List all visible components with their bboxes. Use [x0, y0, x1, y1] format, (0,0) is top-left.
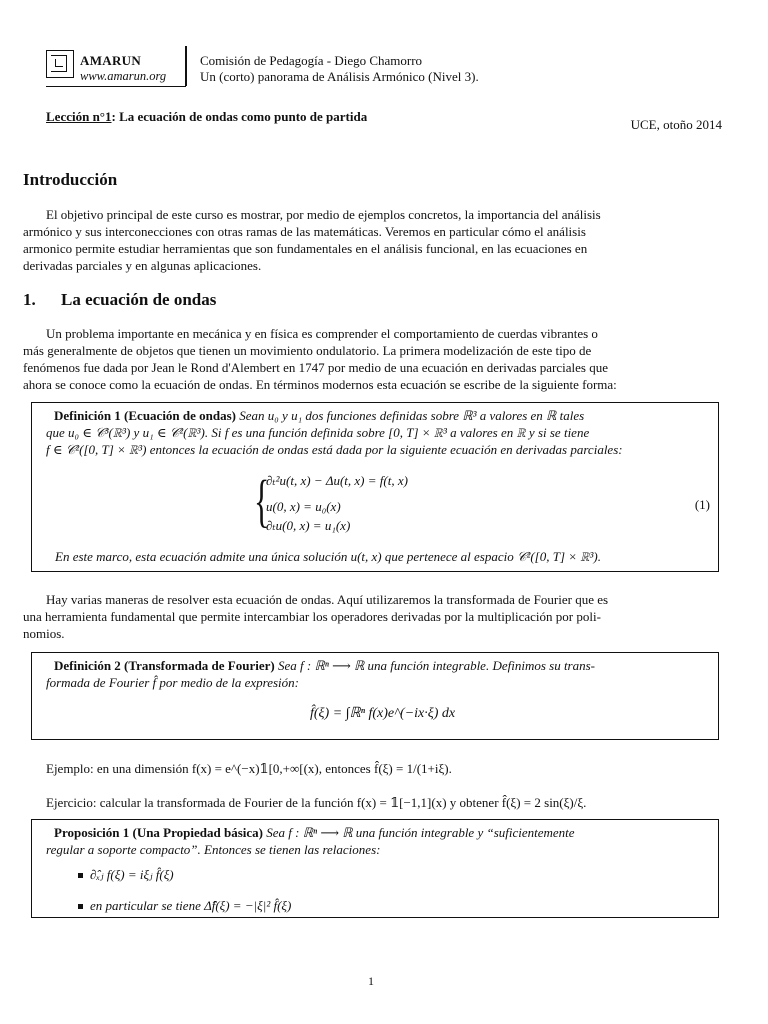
header-rule [46, 86, 186, 87]
definition-1-title: Definición 1 (Ecuación de ondas) [54, 408, 237, 423]
definition-1-text: que u₀ ∈ 𝒞³(ℝ³) y u₁ ∈ 𝒞²(ℝ³). Si f es una función definida sobre [0, T] × ℝ³ a valores en ℝ y si se tiene [46, 425, 590, 440]
definition-1-text: f ∈ 𝒞²([0, T] × ℝ³) entonces la ecuación de ondas está dada por la siguiente ecuación en derivadas parciales: [46, 442, 623, 457]
intro-paragraph [23, 206, 719, 274]
definition-2-text: formada de Fourier f̂ por medio de la expresión: [46, 675, 299, 690]
header-divider [185, 46, 187, 86]
lesson-title [46, 108, 367, 125]
proposition-1-title: Proposición 1 (Una Propiedad básica) [54, 825, 263, 840]
bullet-icon [78, 873, 83, 878]
section1-line: Un problema importante en mecánica y en física es comprender el comportamiento de cuerdas vibrantes o [46, 326, 598, 341]
bullet-icon [78, 904, 83, 909]
intro-line: derivadas parciales y en algunas aplicaciones. [23, 258, 262, 273]
definition-2-text: Sea f : ℝⁿ ⟶ ℝ una función integrable. Definimos su trans- [277, 658, 596, 673]
definition-1-text: Sean u₀ y u₁ dos funciones definidas sobre ℝ³ a valores en ℝ tales [239, 408, 585, 423]
fourier-formula: f̂(ξ) = ∫ℝⁿ f(x)e^(−ix·ξ) dx [310, 706, 456, 721]
definition-1-closing: En este marco, esta ecuación admite una única solución u(t, x) que pertenece al espacio 𝒞²([0, T] × ℝ³). [55, 549, 601, 564]
fourier-line: una herramienta fundamental que permite intercambiar los operadores derivadas por la multiplicación por poli- [23, 609, 601, 624]
place-date: UCE, otoño 2014 [630, 117, 722, 132]
intro-line: El objetivo principal de este curso es mostrar, por medio de ejemplos concretos, la importancia del análisis [46, 207, 601, 222]
proposition-1-text: Sea f : ℝⁿ ⟶ ℝ una función integrable y “suficientemente [266, 825, 575, 840]
lesson-number: Lección n°1 [46, 109, 112, 124]
fourier-paragraph [23, 591, 719, 642]
exercise-line: Ejercicio: calcular la transformada de Fourier de la función f(x) = 𝟙[−1,1](x) y obtener f̂(ξ) = 2 sin(ξ)/ξ. [46, 795, 587, 810]
equation-line: ∂ₜ²u(t, x) − Δu(t, x) = f(t, x) [266, 473, 408, 488]
section1-paragraph [23, 325, 719, 393]
section1-line: ahora se conoce como la ecuación de ondas. En términos modernos esta ecuación se escribe de la siguiente forma: [23, 377, 617, 392]
page-number: 1 [368, 974, 374, 988]
header-line-1: Comisión de Pedagogía - Diego Chamorro [200, 53, 423, 68]
fourier-line: nomios. [23, 626, 65, 641]
lesson-title-text: : La ecuación de ondas como punto de partida [111, 109, 368, 124]
brand-url: www.amarun.org [80, 69, 167, 83]
section-heading [23, 291, 216, 308]
intro-line: armónico y sus interconecciones con otras ramas de las matemáticas. Veremos en particular cómo el análisis [23, 224, 586, 239]
amarun-logo-icon [46, 50, 74, 78]
section1-line: más generalmente de objetos que tienen un movimiento ondulatorio. La primera modelización de este tipo de [23, 343, 592, 358]
equation-line: ∂ₜu(0, x) = u₁(x) [266, 518, 351, 533]
definition-2-title: Definición 2 (Transformada de Fourier) [54, 658, 275, 673]
fourier-line: Hay varias maneras de resolver esta ecuación de ondas. Aquí utilizaremos la transformada de Fourier que es [46, 592, 609, 607]
intro-heading: Introducción [23, 170, 118, 189]
header-line-2: Un (corto) panorama de Análisis Armónico (Nivel 3). [200, 69, 479, 84]
section-title: La ecuación de ondas [61, 290, 217, 309]
example-line: Ejemplo: en una dimensión f(x) = e^(−x)𝟙[0,+∞[(x), entonces f̂(ξ) = 1/(1+iξ). [46, 761, 452, 776]
system-brace: { [254, 468, 270, 533]
intro-line: armonico permite estudiar herramientas que son fundamentales en el análisis funcional, en las ecuaciones en [23, 241, 588, 256]
brand-name: AMARUN [80, 53, 142, 68]
equation-line: u(0, x) = u₀(x) [266, 499, 341, 514]
definition-2-box [31, 652, 719, 740]
proposition-1-text: regular a soporte compacto”. Entonces se tienen las relaciones: [46, 842, 381, 857]
proposition-item: en particular se tiene Δ̂f(ξ) = −|ξ|² f̂(ξ) [90, 898, 292, 913]
equation-number: (1) [694, 497, 710, 512]
proposition-item: ∂̂ₓⱼ f(ξ) = iξⱼ f̂(ξ) [90, 867, 174, 882]
section-number: 1. [23, 290, 36, 309]
section1-line: fenómenos fue dada por Jean le Rond d'Alembert en 1747 por medio de una ecuación en derivadas parciales que [23, 360, 608, 375]
page-header [46, 46, 726, 88]
